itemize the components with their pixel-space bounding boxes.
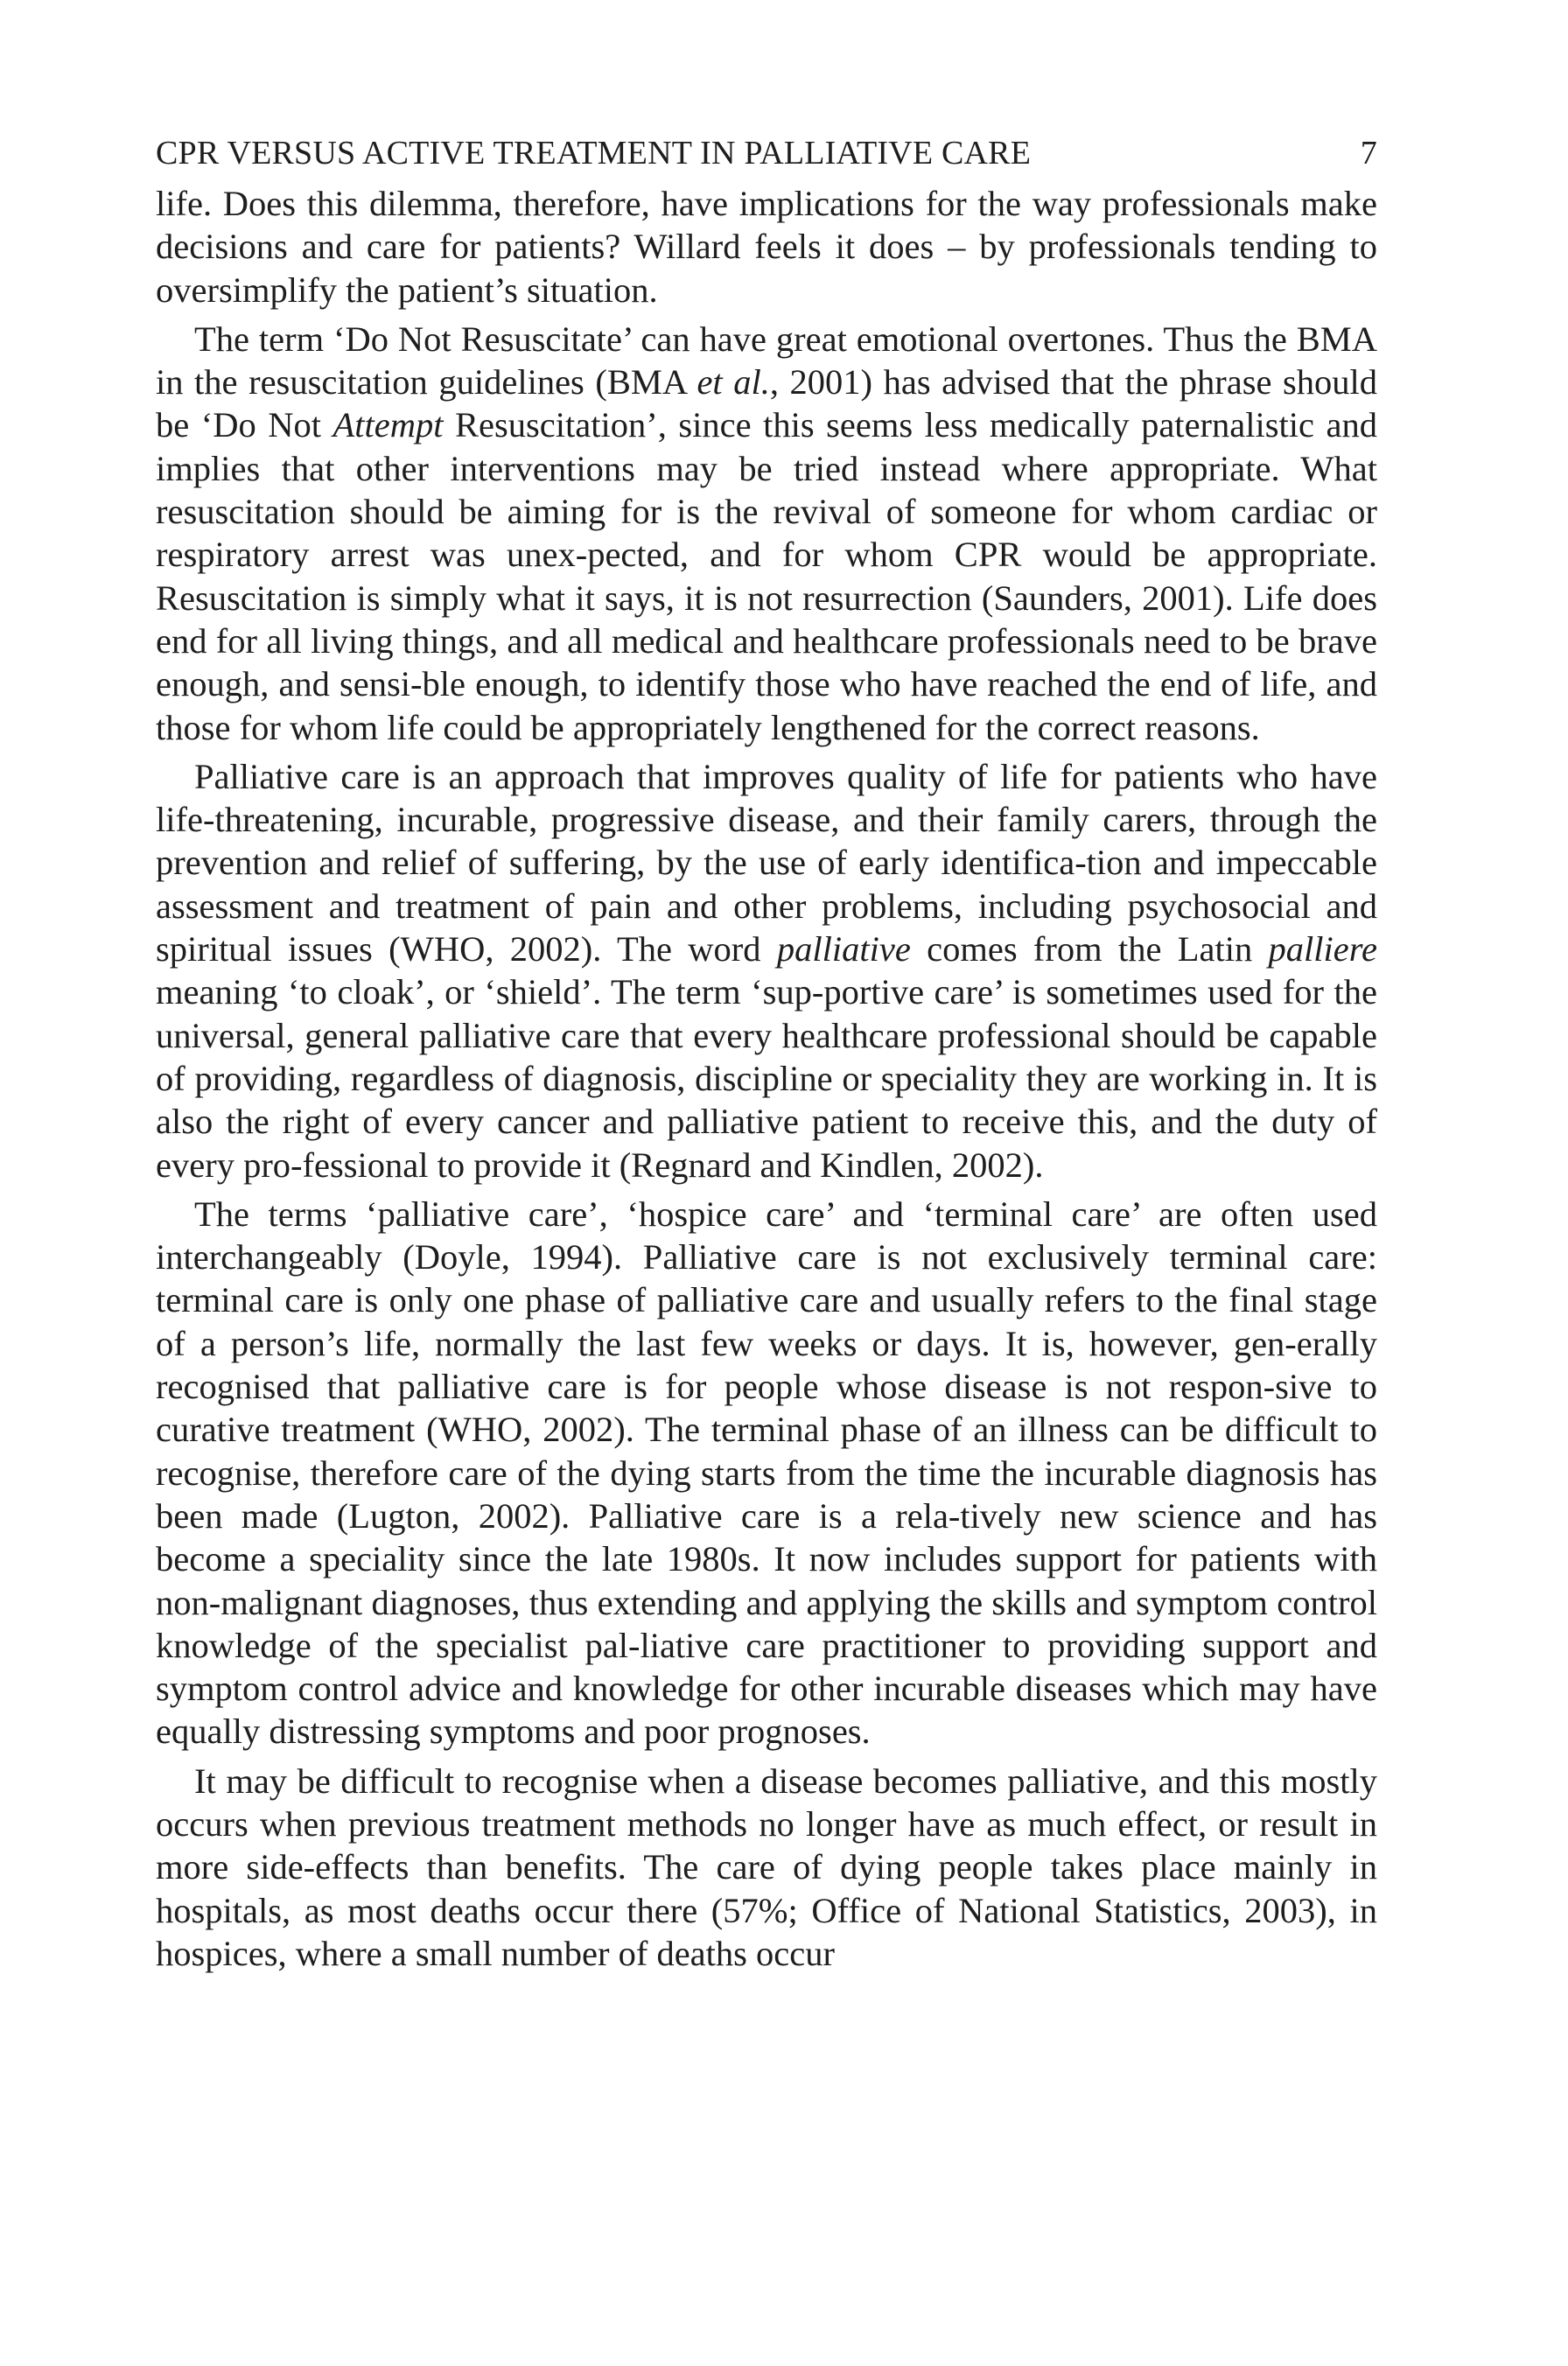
paragraph-3-text-c: comes from the Latin: [910, 929, 1269, 970]
page-number: 7: [1360, 135, 1377, 172]
book-page: [156, 131, 1377, 1975]
body-text: [156, 182, 1377, 1975]
paragraph-2: [156, 318, 1377, 749]
paragraph-2-text-a: The term ‘Do Not Resuscitate’ can have great emotional overtones. Thus the BMA in the resuscitation guidelines (BMA: [156, 318, 1377, 402]
paragraph-3-text-e: meaning ‘to cloak’, or ‘shield’. The term ‘sup-portive care’ is sometimes used for the universal, general palliative care that every healthcare professional should be capable of providing, regardless of diagnosis, discipline or speciality they are working in. It is also the right of every cancer and palliative patient to receive this, and the duty of every pro-fessional to provide it (Regnard and Kindlen, 2002).: [156, 972, 1377, 1185]
paragraph-2-text-e: Resuscitation’, since this seems less medically paternalistic and implies that other interventions may be tried instead where appropriate. What resuscitation should be aiming for is the revival of someone for whom cardiac or respiratory arrest was unex-pected, and for whom CPR would be appropriate. Resuscitation is simply what it says, it is not resurrection (Saunders, 2001). Life does end for all living things, and all medical and healthcare professionals need to be brave enough, and sensi-ble enough, to identify those who have reached the end of life, and those for whom life could be appropriately lengthened for the correct reasons.: [156, 405, 1377, 747]
paragraph-3-text-a: Palliative care is an approach that improves quality of life for patients who have life-threatening, incurable, progressive disease, and their family carers, through the prevention and relief of suffering, by the use of early identifica-tion and impeccable assessment and treatment of pain and other problems, including psychosocial and spiritual issues (WHO, 2002). The word: [156, 756, 1377, 970]
paragraph-5: It may be difficult to recognise when a disease becomes palliative, and this mostly occurs when previous treatment methods no longer have as much effect, or result in more side-effects than benefits. The care of dying people takes place mainly in hospitals, as most deaths occur there (57%; Office of National Statistics, 2003), in hospices, where a small number of deaths occur: [156, 1760, 1377, 1973]
running-title: CPR VERSUS ACTIVE TREATMENT IN PALLIATIVE CARE: [156, 135, 1032, 172]
running-head: [156, 131, 1377, 175]
paragraph-4: The terms ‘palliative care’, ‘hospice care’ and ‘terminal care’ are often used interchangeably (Doyle, 1994). Palliative care is not exclusively terminal care: terminal care is only one phase of palliative care and usually refers to the final stage of a person’s life, normally the last few weeks or days. It is, however, gen-erally recognised that palliative care is for people whose disease is not respon-sive to curative treatment (WHO, 2002). The terminal phase of an illness can be difficult to recognise, therefore care of the dying starts from the time the incurable diagnosis has been made (Lugton, 2002). Palliative care is a rela-tively new science and has become a speciality since the late 1980s. It now includes support for patients with non-malignant diagnoses, thus extending and applying the skills and symptom control knowledge of the specialist pal-liative care practitioner to providing support and symptom control advice and knowledge for other incurable diseases which may have equally distressing symptoms and poor prognoses.: [156, 1194, 1377, 1752]
paragraph-2-text-c: , 2001) has advised that the phrase should be ‘Do Not: [156, 362, 1378, 445]
paragraph-3: [156, 755, 1377, 1186]
paragraph-2-italic-attempt: Attempt: [332, 405, 444, 445]
paragraph-3-italic-palliere: palliere: [1268, 929, 1378, 970]
paragraph-1: life. Does this dilemma, therefore, have implications for the way professionals make decisions and care for patients? Willard feels it does – by professionals tending to oversimplify the patient’s situation.: [156, 184, 1377, 310]
paragraph-2-italic-et-al: et al.: [696, 362, 770, 402]
paragraph-3-italic-palliative: palliative: [776, 929, 911, 970]
